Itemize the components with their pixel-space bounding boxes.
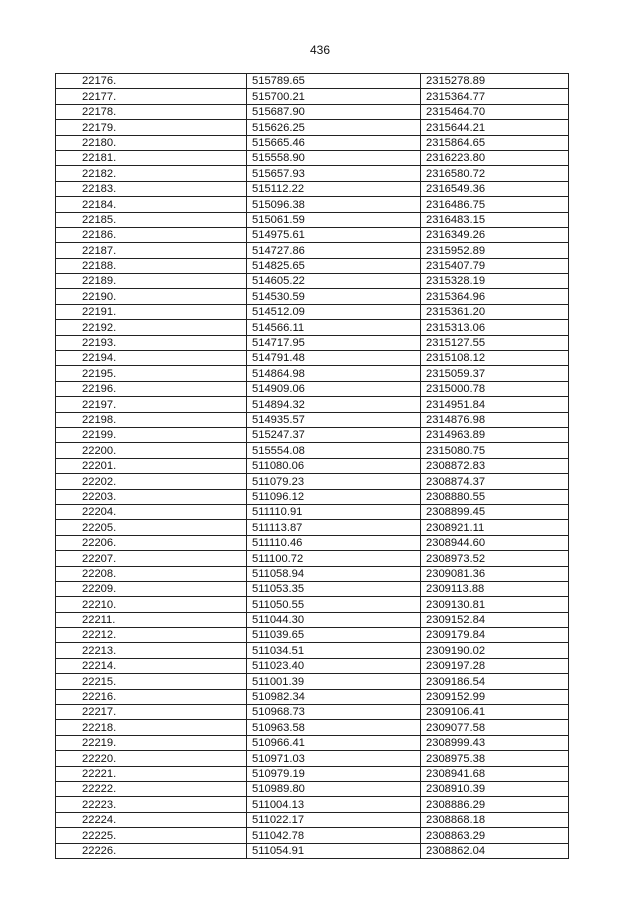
table-row xyxy=(56,397,569,412)
x-coordinate-cell: 511110.91 xyxy=(247,504,421,519)
table-row xyxy=(56,520,569,535)
table-row xyxy=(56,828,569,843)
table-row xyxy=(56,812,569,827)
y-coordinate-cell: 2316349.26 xyxy=(421,227,569,242)
y-coordinate-cell: 2308872.83 xyxy=(421,458,569,473)
y-coordinate-cell: 2316549.36 xyxy=(421,181,569,196)
y-coordinate-cell: 2309152.99 xyxy=(421,689,569,704)
point-number-cell: 22180. xyxy=(56,135,247,150)
x-coordinate-cell: 510963.58 xyxy=(247,720,421,735)
table-row xyxy=(56,89,569,104)
point-number-cell: 22189. xyxy=(56,274,247,289)
y-coordinate-cell: 2315464.70 xyxy=(421,104,569,119)
x-coordinate-cell: 511053.35 xyxy=(247,581,421,596)
x-coordinate-cell: 514825.65 xyxy=(247,258,421,273)
x-coordinate-cell: 514894.32 xyxy=(247,397,421,412)
x-coordinate-cell: 511039.65 xyxy=(247,628,421,643)
x-coordinate-cell: 515061.59 xyxy=(247,212,421,227)
point-number-cell: 22207. xyxy=(56,551,247,566)
point-number-cell: 22210. xyxy=(56,597,247,612)
x-coordinate-cell: 511050.55 xyxy=(247,597,421,612)
table-row xyxy=(56,720,569,735)
y-coordinate-cell: 2315364.96 xyxy=(421,289,569,304)
y-coordinate-cell: 2308862.04 xyxy=(421,843,569,858)
point-number-cell: 22186. xyxy=(56,227,247,242)
coordinates-table xyxy=(55,73,569,859)
table-row xyxy=(56,227,569,242)
x-coordinate-cell: 514566.11 xyxy=(247,320,421,335)
point-number-cell: 22192. xyxy=(56,320,247,335)
x-coordinate-cell: 515247.37 xyxy=(247,427,421,442)
table-row xyxy=(56,504,569,519)
x-coordinate-cell: 511054.91 xyxy=(247,843,421,858)
y-coordinate-cell: 2315278.89 xyxy=(421,74,569,89)
point-number-cell: 22187. xyxy=(56,243,247,258)
table-row xyxy=(56,766,569,781)
table-row xyxy=(56,381,569,396)
y-coordinate-cell: 2308880.55 xyxy=(421,489,569,504)
y-coordinate-cell: 2315127.55 xyxy=(421,335,569,350)
point-number-cell: 22177. xyxy=(56,89,247,104)
y-coordinate-cell: 2309077.58 xyxy=(421,720,569,735)
table-row xyxy=(56,643,569,658)
x-coordinate-cell: 510979.19 xyxy=(247,766,421,781)
table-row xyxy=(56,212,569,227)
y-coordinate-cell: 2309190.02 xyxy=(421,643,569,658)
table-row xyxy=(56,335,569,350)
point-number-cell: 22179. xyxy=(56,120,247,135)
x-coordinate-cell: 511080.06 xyxy=(247,458,421,473)
y-coordinate-cell: 2309130.81 xyxy=(421,597,569,612)
y-coordinate-cell: 2315364.77 xyxy=(421,89,569,104)
x-coordinate-cell: 510971.03 xyxy=(247,751,421,766)
x-coordinate-cell: 510989.80 xyxy=(247,781,421,796)
point-number-cell: 22194. xyxy=(56,351,247,366)
y-coordinate-cell: 2308863.29 xyxy=(421,828,569,843)
point-number-cell: 22223. xyxy=(56,797,247,812)
table-row xyxy=(56,735,569,750)
table-row xyxy=(56,628,569,643)
point-number-cell: 22188. xyxy=(56,258,247,273)
point-number-cell: 22215. xyxy=(56,674,247,689)
x-coordinate-cell: 515665.46 xyxy=(247,135,421,150)
x-coordinate-cell: 514791.48 xyxy=(247,351,421,366)
table-row xyxy=(56,120,569,135)
y-coordinate-cell: 2309152.84 xyxy=(421,612,569,627)
x-coordinate-cell: 511079.23 xyxy=(247,474,421,489)
table-row xyxy=(56,197,569,212)
page-number: 436 xyxy=(309,43,331,57)
point-number-cell: 22185. xyxy=(56,212,247,227)
point-number-cell: 22184. xyxy=(56,197,247,212)
table-row xyxy=(56,427,569,442)
table-row xyxy=(56,551,569,566)
x-coordinate-cell: 515657.93 xyxy=(247,166,421,181)
y-coordinate-cell: 2314876.98 xyxy=(421,412,569,427)
x-coordinate-cell: 510982.34 xyxy=(247,689,421,704)
point-number-cell: 22197. xyxy=(56,397,247,412)
x-coordinate-cell: 514864.98 xyxy=(247,366,421,381)
table-row xyxy=(56,443,569,458)
table-row xyxy=(56,351,569,366)
table-row xyxy=(56,797,569,812)
y-coordinate-cell: 2308975.38 xyxy=(421,751,569,766)
point-number-cell: 22216. xyxy=(56,689,247,704)
x-coordinate-cell: 514605.22 xyxy=(247,274,421,289)
x-coordinate-cell: 514530.59 xyxy=(247,289,421,304)
table-row xyxy=(56,150,569,165)
table-row xyxy=(56,243,569,258)
y-coordinate-cell: 2315644.21 xyxy=(421,120,569,135)
point-number-cell: 22190. xyxy=(56,289,247,304)
point-number-cell: 22178. xyxy=(56,104,247,119)
point-number-cell: 22222. xyxy=(56,781,247,796)
table-row xyxy=(56,258,569,273)
point-number-cell: 22201. xyxy=(56,458,247,473)
table-row xyxy=(56,366,569,381)
point-number-cell: 22214. xyxy=(56,658,247,673)
table-row xyxy=(56,181,569,196)
x-coordinate-cell: 514727.86 xyxy=(247,243,421,258)
table-row xyxy=(56,674,569,689)
y-coordinate-cell: 2316483.15 xyxy=(421,212,569,227)
table-row xyxy=(56,658,569,673)
table-row xyxy=(56,689,569,704)
point-number-cell: 22200. xyxy=(56,443,247,458)
point-number-cell: 22193. xyxy=(56,335,247,350)
x-coordinate-cell: 511042.78 xyxy=(247,828,421,843)
table-row xyxy=(56,581,569,596)
y-coordinate-cell: 2308868.18 xyxy=(421,812,569,827)
table-row xyxy=(56,304,569,319)
point-number-cell: 22208. xyxy=(56,566,247,581)
y-coordinate-cell: 2308921.11 xyxy=(421,520,569,535)
x-coordinate-cell: 514512.09 xyxy=(247,304,421,319)
y-coordinate-cell: 2315952.89 xyxy=(421,243,569,258)
table-row xyxy=(56,274,569,289)
point-number-cell: 22191. xyxy=(56,304,247,319)
point-number-cell: 22204. xyxy=(56,504,247,519)
y-coordinate-cell: 2315059.37 xyxy=(421,366,569,381)
y-coordinate-cell: 2308886.29 xyxy=(421,797,569,812)
table-row xyxy=(56,597,569,612)
x-coordinate-cell: 511113.87 xyxy=(247,520,421,535)
y-coordinate-cell: 2314963.89 xyxy=(421,427,569,442)
point-number-cell: 22199. xyxy=(56,427,247,442)
y-coordinate-cell: 2308899.45 xyxy=(421,504,569,519)
y-coordinate-cell: 2308999.43 xyxy=(421,735,569,750)
y-coordinate-cell: 2316580.72 xyxy=(421,166,569,181)
table-row xyxy=(56,320,569,335)
y-coordinate-cell: 2309081.36 xyxy=(421,566,569,581)
point-number-cell: 22226. xyxy=(56,843,247,858)
y-coordinate-cell: 2309179.84 xyxy=(421,628,569,643)
point-number-cell: 22183. xyxy=(56,181,247,196)
y-coordinate-cell: 2315313.06 xyxy=(421,320,569,335)
point-number-cell: 22198. xyxy=(56,412,247,427)
table-row xyxy=(56,135,569,150)
x-coordinate-cell: 515096.38 xyxy=(247,197,421,212)
point-number-cell: 22221. xyxy=(56,766,247,781)
point-number-cell: 22203. xyxy=(56,489,247,504)
x-coordinate-cell: 515687.90 xyxy=(247,104,421,119)
y-coordinate-cell: 2315361.20 xyxy=(421,304,569,319)
x-coordinate-cell: 515112.22 xyxy=(247,181,421,196)
y-coordinate-cell: 2309106.41 xyxy=(421,705,569,720)
table-row xyxy=(56,535,569,550)
point-number-cell: 22176. xyxy=(56,74,247,89)
x-coordinate-cell: 511034.51 xyxy=(247,643,421,658)
y-coordinate-cell: 2308910.39 xyxy=(421,781,569,796)
y-coordinate-cell: 2308874.37 xyxy=(421,474,569,489)
y-coordinate-cell: 2314951.84 xyxy=(421,397,569,412)
point-number-cell: 22212. xyxy=(56,628,247,643)
point-number-cell: 22182. xyxy=(56,166,247,181)
table-row xyxy=(56,612,569,627)
point-number-cell: 22217. xyxy=(56,705,247,720)
x-coordinate-cell: 514935.57 xyxy=(247,412,421,427)
table-row xyxy=(56,705,569,720)
x-coordinate-cell: 514909.06 xyxy=(247,381,421,396)
point-number-cell: 22220. xyxy=(56,751,247,766)
y-coordinate-cell: 2309197.28 xyxy=(421,658,569,673)
table-row xyxy=(56,781,569,796)
y-coordinate-cell: 2315000.78 xyxy=(421,381,569,396)
point-number-cell: 22195. xyxy=(56,366,247,381)
x-coordinate-cell: 514975.61 xyxy=(247,227,421,242)
point-number-cell: 22218. xyxy=(56,720,247,735)
y-coordinate-cell: 2315864.65 xyxy=(421,135,569,150)
y-coordinate-cell: 2308944.60 xyxy=(421,535,569,550)
x-coordinate-cell: 511004.13 xyxy=(247,797,421,812)
x-coordinate-cell: 515626.25 xyxy=(247,120,421,135)
table-row xyxy=(56,412,569,427)
point-number-cell: 22196. xyxy=(56,381,247,396)
x-coordinate-cell: 511022.17 xyxy=(247,812,421,827)
table-row xyxy=(56,843,569,858)
x-coordinate-cell: 510968.73 xyxy=(247,705,421,720)
x-coordinate-cell: 510966.41 xyxy=(247,735,421,750)
table-row xyxy=(56,751,569,766)
x-coordinate-cell: 515554.08 xyxy=(247,443,421,458)
table-row xyxy=(56,474,569,489)
table-row xyxy=(56,458,569,473)
y-coordinate-cell: 2315407.79 xyxy=(421,258,569,273)
point-number-cell: 22219. xyxy=(56,735,247,750)
y-coordinate-cell: 2316486.75 xyxy=(421,197,569,212)
x-coordinate-cell: 511023.40 xyxy=(247,658,421,673)
point-number-cell: 22211. xyxy=(56,612,247,627)
point-number-cell: 22205. xyxy=(56,520,247,535)
point-number-cell: 22209. xyxy=(56,581,247,596)
y-coordinate-cell: 2315080.75 xyxy=(421,443,569,458)
y-coordinate-cell: 2315108.12 xyxy=(421,351,569,366)
x-coordinate-cell: 514717.95 xyxy=(247,335,421,350)
y-coordinate-cell: 2309113.88 xyxy=(421,581,569,596)
point-number-cell: 22225. xyxy=(56,828,247,843)
y-coordinate-cell: 2309186.54 xyxy=(421,674,569,689)
y-coordinate-cell: 2315328.19 xyxy=(421,274,569,289)
point-number-cell: 22181. xyxy=(56,150,247,165)
point-number-cell: 22202. xyxy=(56,474,247,489)
x-coordinate-cell: 511110.46 xyxy=(247,535,421,550)
coordinates-table-body xyxy=(56,74,569,859)
x-coordinate-cell: 515558.90 xyxy=(247,150,421,165)
x-coordinate-cell: 511058.94 xyxy=(247,566,421,581)
y-coordinate-cell: 2308973.52 xyxy=(421,551,569,566)
table-row xyxy=(56,104,569,119)
point-number-cell: 22224. xyxy=(56,812,247,827)
table-row xyxy=(56,566,569,581)
point-number-cell: 22206. xyxy=(56,535,247,550)
table-row xyxy=(56,489,569,504)
x-coordinate-cell: 511096.12 xyxy=(247,489,421,504)
x-coordinate-cell: 511001.39 xyxy=(247,674,421,689)
x-coordinate-cell: 511044.30 xyxy=(247,612,421,627)
table-row xyxy=(56,74,569,89)
x-coordinate-cell: 515700.21 xyxy=(247,89,421,104)
x-coordinate-cell: 515789.65 xyxy=(247,74,421,89)
table-row xyxy=(56,289,569,304)
x-coordinate-cell: 511100.72 xyxy=(247,551,421,566)
table-row xyxy=(56,166,569,181)
point-number-cell: 22213. xyxy=(56,643,247,658)
y-coordinate-cell: 2316223.80 xyxy=(421,150,569,165)
y-coordinate-cell: 2308941.68 xyxy=(421,766,569,781)
